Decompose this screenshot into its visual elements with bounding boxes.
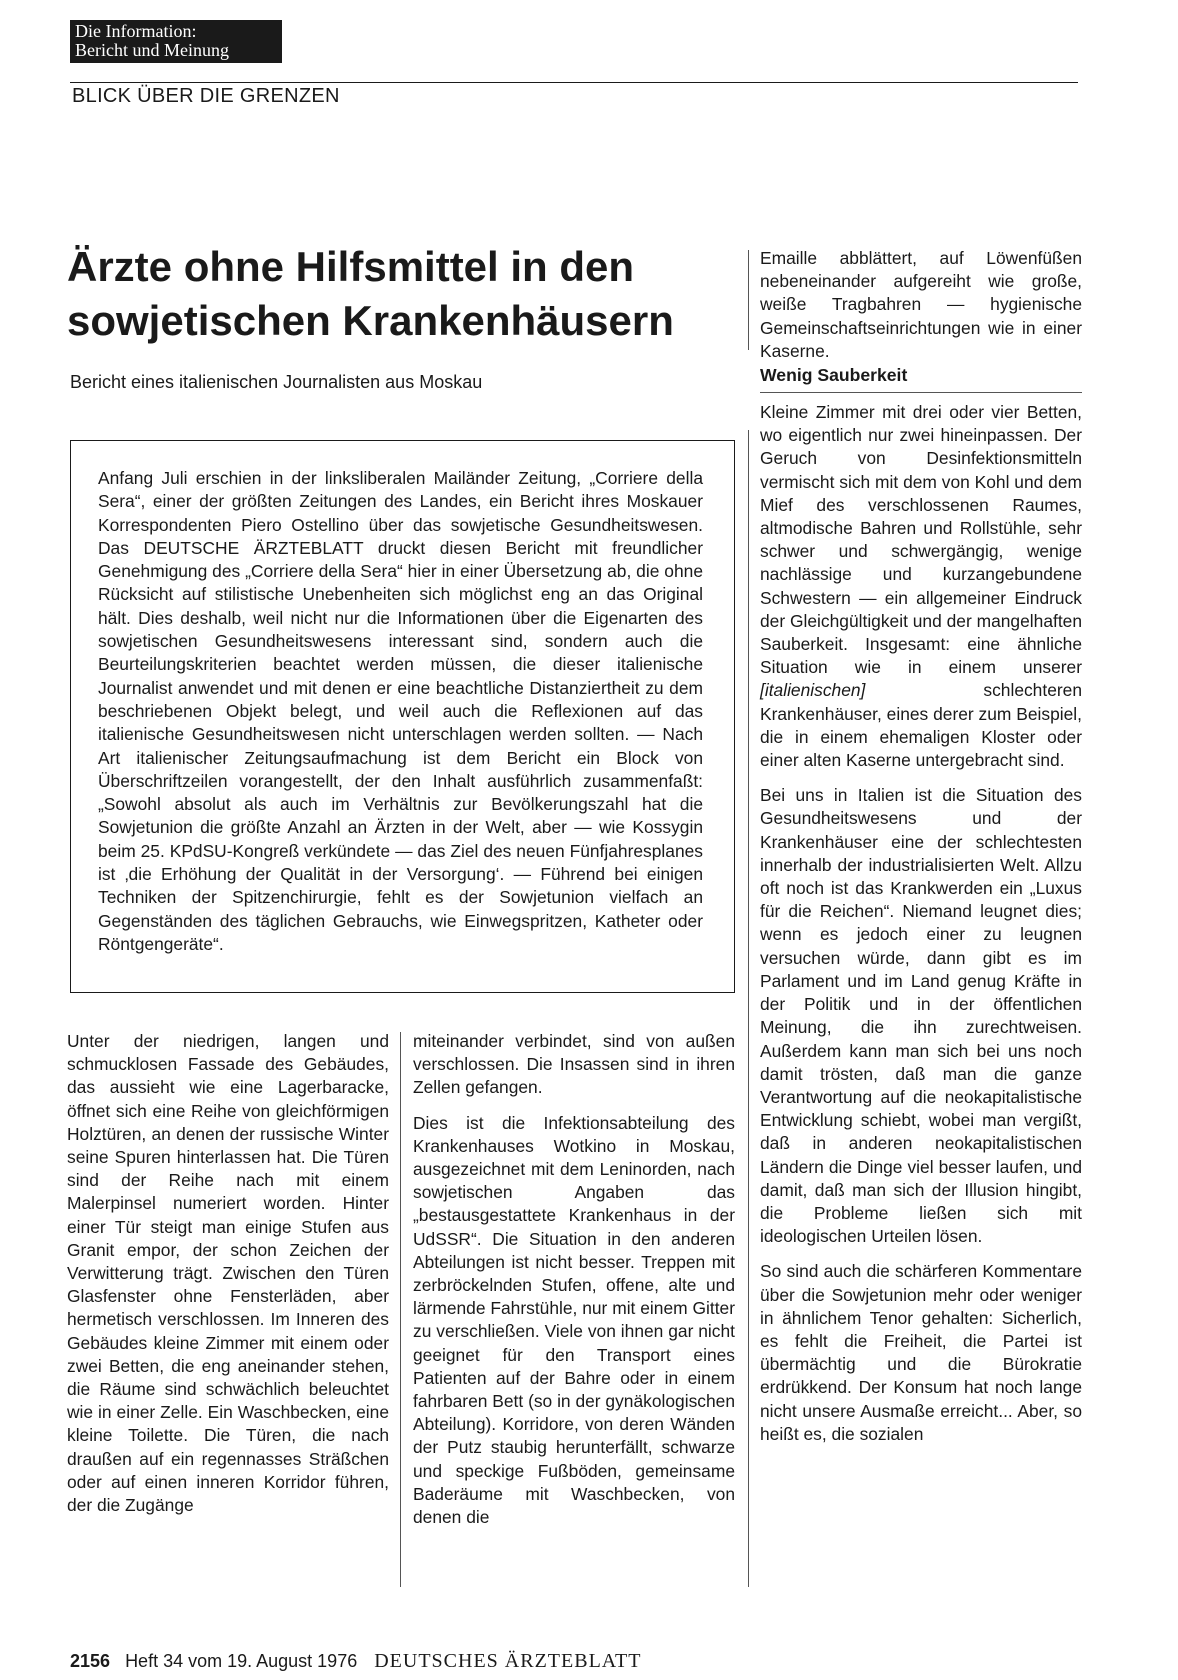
subtitle: Bericht eines italienischen Journalisten aus Moskau: [70, 372, 483, 392]
italic-insert: [italienischen]: [760, 680, 866, 701]
paragraph: Unter der niedrigen, langen und schmucklosen Fassade des Gebäudes, das aussieht wie eine Lagerbaracke, öffnet sich eine Reihe von gleichförmigen Holztüren, an denen der russische Winter seine Spuren hinterlassen hat. Die Türen sind der Reihe nach mit einem Malerpinsel numeriert worden. Hinter einer Tür steigt man einige Stufen aus Granit empor, der schon Zeichen der Verwitterung trägt. Zwischen den Türen Glasfenster ohne Fensterläden, aber hermetisch verschlossen. Im Inneren des Gebäudes kleine Zimmer mit einem oder zwei Betten, die eng aneinander stehen, die Räume sind schwächlich beleuchtet wie in einer Zelle. Ein Waschbecken, eine kleine Toilette. Die Türen, die nach draußen auf ein regennasses Sträßchen oder auf einen inneren Korridor führen, der die Zugänge: [67, 1031, 389, 1516]
page-number: 2156: [70, 1651, 111, 1671]
article-column-2: [413, 1030, 735, 1529]
column-rule-left: [400, 1032, 401, 1587]
paragraph: So sind auch die schärferen Kommentare über die Sowjetunion mehr oder weniger in ähnlichem Tenor gehalten: Sicherlich, es fehlt die Freiheit, die Partei ist übermächtig und die Bürokratie erdrükkend. Der Konsum hat noch lange nicht unsere Ausmaße erreicht... Aber, so heißt es, die sozialen: [760, 1261, 1082, 1444]
paragraph: Emaille abblättert, auf Löwenfüßen nebeneinander aufgereiht wie große, weiße Tragbahren — hygienische Gemeinschaftseinrichtungen wie in einer Kaserne.: [760, 248, 1082, 361]
column-rule-right-top: [748, 250, 749, 350]
kicker: BLICK ÜBER DIE GRENZEN: [72, 85, 340, 107]
issue-info: Heft 34 vom 19. August 1976: [125, 1651, 358, 1671]
article-column-1: [67, 1030, 389, 1517]
paragraph-text: Kleine Zimmer mit drei oder vier Betten, wo eigentlich nur zwei hineinpassen. Der Geruch von Desinfektionsmitteln vermischt sich mit dem von Kohl und dem Mief des verschlossenen Raumes, altmodische Bahren und Rollstühle, sehr schwer und schwergängig, wenige nachlässige und kurzangebundene Schwestern — ein allgemeiner Eindruck der Gleichgültigkeit und der mangelhaften Sauberkeit. Insgesamt: eine ähnliche Situation wie in einem unserer: [760, 402, 1082, 678]
page-footer: [70, 1650, 641, 1673]
article-column-3: [760, 247, 1082, 1446]
section-label-line1: Die Information:: [75, 21, 197, 41]
paragraph: miteinander verbindet, sind von außen verschlossen. Die Insassen sind in ihren Zellen gefangen.: [413, 1031, 735, 1098]
paragraph: [760, 401, 1082, 772]
section-label-line2: Bericht und Meinung: [75, 40, 229, 60]
paragraph: Dies ist die Infektionsabteilung des Krankenhauses Wotkino in Moskau, ausgezeichnet mit dem Leninorden, nach sowjetischen Angaben das „bestausgestattete Krankenhaus in der UdSSR“. Die Situation in den anderen Abteilungen ist nicht besser. Treppen mit zerbröckelnden Stufen, offene, alte und lärmende Fahrstühle, nur mit einem Gitter zu verschließen. Viele von ihnen gar nicht geeignet für den Transport eines Patienten auf der Bahre oder in einem fahrbaren Bett (so in der gynäkologischen Abteilung). Korridore, von deren Wänden der Putz staubig herunterfällt, schwarze und speckige Fußböden, gemeinsame Baderäume mit Waschbecken, von denen die: [413, 1112, 735, 1528]
top-rule: [70, 82, 1078, 83]
intro-text: Anfang Juli erschien in der linksliberalen Mailänder Zeitung, „Corriere della Sera“, einer der größten Zeitungen des Landes, ein Bericht ihres Moskauer Korrespondenten Piero Ostellino über das sowjetische Gesundheitswesen. Das DEUTSCHE ÄRZTEBLATT druckt diesen Bericht mit freundlicher Genehmigung des „Corriere della Sera“ hier in einer Übersetzung ab, die ohne Rücksicht auf stilistische Unebenheiten sich möglichst eng an das Original hält. Dies deshalb, weil nicht nur die Informationen über die Eigenarten des sowjetischen Gesundheitswesens interessant sind, sondern auch die Beurteilungskriterien beachtet werden müssen, die dieser italienische Journalist anwendet und mit denen er eine beachtliche Distanziertheit zu dem beschriebenen Objekt belegt, und weil auch die Reflexionen auf das italienische Gesundheitswesen nicht unterschlagen werden sollten. — Nach Art italienischer Zeitungsaufmachung ist dem Bericht ein Block von Überschriftzeilen vorangestellt, der den Inhalt ausführlich zusammenfaßt: „Sowohl absolut als auch im Verhältnis zur Bevölkerungszahl hat die Sowjetunion die größte Anzahl an Ärzten in der Welt, aber — wie Kossygin beim 25. KPdSU-Kongreß verkündete — das Ziel des neuen Fünfjahresplanes ist ‚die Erhöhung der Qualität in der Versorgung‘. — Führend bei einigen Techniken der Spitzenchirurgie, fehlt es der Sowjetunion vielfach an Gegenständen des täglichen Gebrauchs, wie Einwegspritzen, Katheter oder Röntgengeräte“.: [98, 468, 703, 954]
paragraph: Bei uns in Italien ist die Situation des Gesundheitswesens und der Krankenhäuser eine der schlechtesten innerhalb der industrialisierten Welt. Allzu oft noch ist das Krankwerden ein „Luxus für die Reichen“. Niemand leugnet dies; wenn es jedoch einer zu leugnen versuchen würde, dann gibt es im Parlament und im Land genug Kräfte in der Politik und in der öffentlichen Meinung, die ihn zurechtweisen. Außerdem kann man sich bei uns noch damit trösten, daß man die ganze Verantwortung auf die neokapitalistische Entwicklung schiebt, wobei man vergißt, daß in anderen neokapitalistischen Ländern die Dinge viel besser laufen, und damit, daß man sich der Illusion hingibt, die Probleme ließen sich mit ideologischen Urteilen lösen.: [760, 785, 1082, 1247]
headline: [67, 240, 757, 348]
paragraph-text: schlechteren Krankenhäuser, eines derer zum Beispiel, die in einem ehemaligen Kloster oder einer alten Kaserne untergebracht sind.: [760, 680, 1082, 771]
headline-line1: Ärzte ohne Hilfsmittel in den: [67, 243, 635, 290]
intro-box: [70, 440, 735, 993]
journal-name: DEUTSCHES ÄRZTEBLATT: [374, 1650, 642, 1672]
crosshead: Wenig Sauberkeit: [760, 365, 908, 386]
headline-line2: sowjetischen Krankenhäusern: [67, 297, 674, 344]
column-rule-right-bottom: [748, 430, 749, 1587]
crosshead-rule: [760, 392, 1082, 393]
section-label: [70, 20, 282, 63]
